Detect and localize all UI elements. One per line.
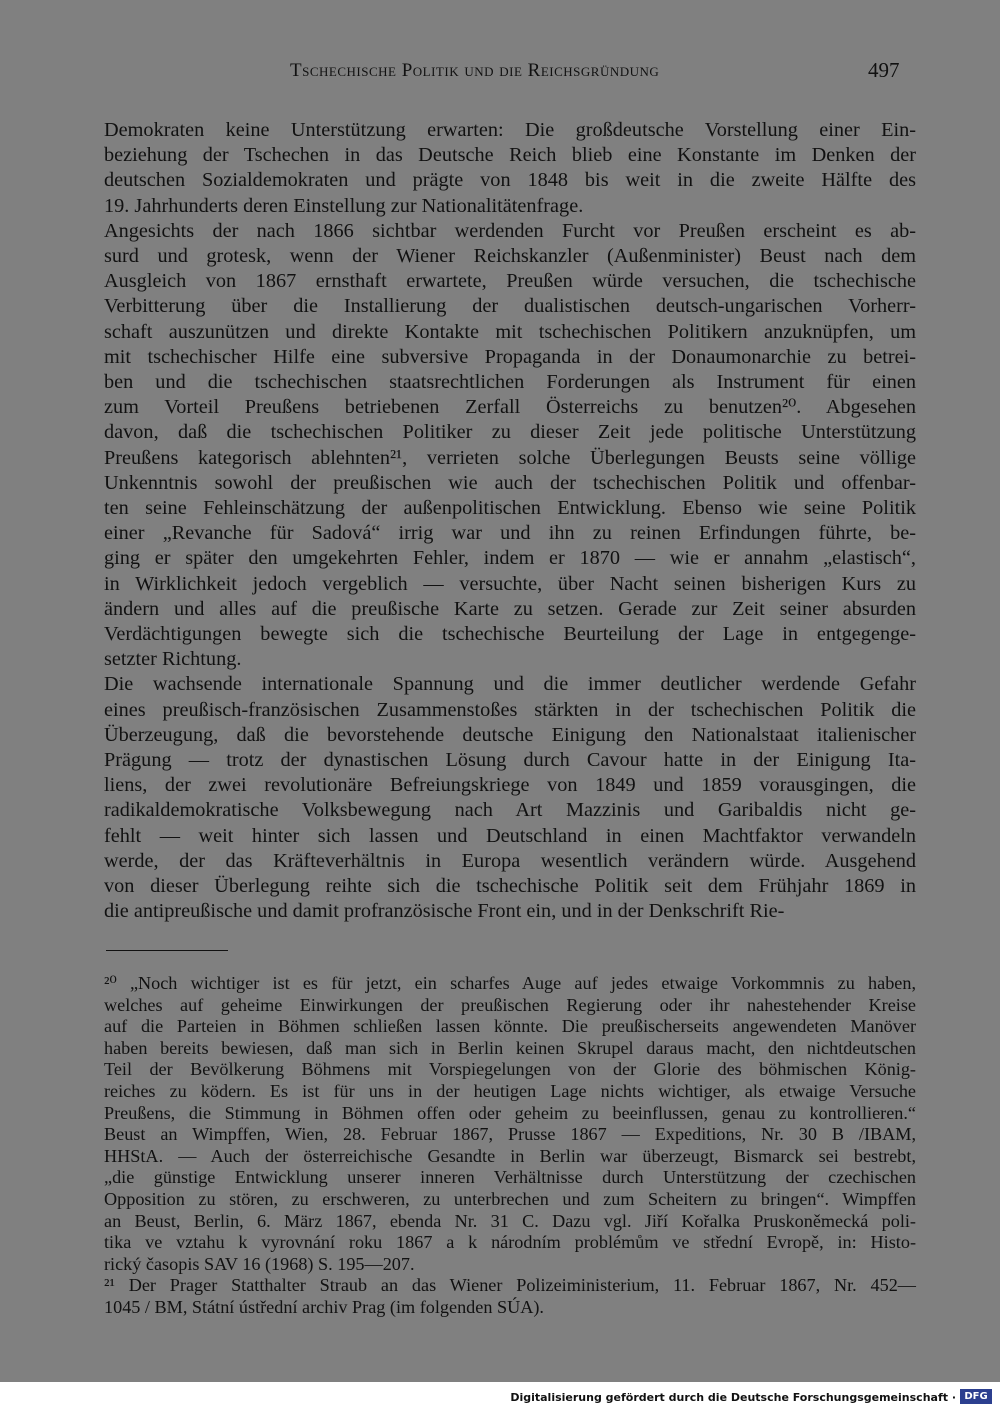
body-line: Angesichts der nach 1866 sichtbar werdenden Furcht vor Preußen erscheint es ab- — [104, 219, 916, 242]
body-line: Überzeugung, daß die bevorstehende deutsche Einigung den Nationalstaat italienischer — [104, 723, 916, 746]
body-line: Verdächtigungen bewegte sich die tschechische Beurteilung der Lage in entgegenge- — [104, 623, 916, 646]
footnote-line: Teil der Bevölkerung Böhmens mit Vorspiegelungen von der Glorie des böhmischen König- — [104, 1059, 916, 1080]
body-line: deutschen Sozialdemokraten und prägte von 1848 bis weit in die zweite Hälfte des — [104, 169, 916, 192]
footnote-line: tika ve vztahu k vyrovnání roku 1867 a k národním problémům ve střední Evropě, in: Histo- — [104, 1232, 916, 1253]
footnote-line: Preußens, die Stimmung in Böhmen offen oder geheim zu beeinflussen, genau zu kontrollieren.“ — [104, 1102, 916, 1123]
dfg-logo-icon: DFG — [960, 1389, 992, 1404]
footnote-line: ²¹ Der Prager Statthalter Straub an das Wiener Polizeiministerium, 11. Februar 1867, Nr. 452— — [104, 1275, 916, 1296]
body-line: davon, daß die tschechischen Politiker zu dieser Zeit jede politische Unterstützung — [104, 421, 916, 444]
body-line: Demokraten keine Unterstützung erwarten: Die großdeutsche Vorstellung einer Ein- — [104, 119, 916, 141]
body-line: 19. Jahrhunderts deren Einstellung zur Nationalitätenfrage. — [104, 194, 584, 217]
body-line: Ausgleich von 1867 ernsthaft erwartete, Preußen würde versuchen, die tschechische — [104, 270, 916, 293]
footnote-line: haben bereits bewiesen, daß man sich in Berlin keinen Skrupel daraus macht, den nichtdeutschen — [104, 1037, 916, 1058]
footnote-line: auf die Parteien in Böhmen schließen lassen könnte. Die preußischerseits angewendeten Manöver — [104, 1016, 916, 1037]
digitization-footer — [0, 1382, 1000, 1412]
body-line: ging er später den umgekehrten Fehler, indem er 1870 — wie er annahm „elastisch“, — [104, 547, 916, 570]
body-line: beziehung der Tschechen in das Deutsche Reich blieb eine Konstante im Denken der — [104, 144, 916, 167]
body-line: schaft auszunützen und direkte Kontakte mit tschechischen Politikern anzuknüpfen, um — [104, 320, 916, 343]
footnote-line: rický časopis SAV 16 (1968) S. 195—207. — [104, 1253, 415, 1274]
body-line: Unkenntnis sowohl der preußischen wie auch der tschechischen Politik und offenbar- — [104, 471, 916, 494]
body-line: mit tschechischer Hilfe eine subversive Propaganda in der Donaumonarchie zu betrei- — [104, 345, 916, 368]
body-line: liens, der zwei revolutionäre Befreiungskriege von 1849 und 1859 vorausgingen, die — [104, 774, 916, 797]
body-line: setzter Richtung. — [104, 648, 242, 671]
footnote-line: HHStA. — Auch der österreichische Gesandte in Berlin war überzeugt, Bismarck sei bestrebt, — [104, 1145, 916, 1166]
body-line: von dieser Überlegung reihte sich die tschechische Politik seit dem Frühjahr 1869 in — [104, 875, 916, 898]
footnote-line: Opposition zu stören, zu erschweren, zu unterbrechen und zum Scheitern zu bringen“. Wimpffen — [104, 1188, 916, 1209]
body-line: radikaldemokratische Volksbewegung nach Art Mazzinis und Garibaldis nicht ge- — [104, 799, 916, 822]
footnote-line: 1045 / BM, Státní ústřední archiv Prag (im folgenden SÚA). — [104, 1296, 544, 1317]
body-line: Prägung — trotz der dynastischen Lösung durch Cavour hatte in der Einigung Ita- — [104, 749, 916, 772]
body-line: ben und die tschechischen staatsrechtlichen Forderungen als Instrument für einen — [104, 371, 916, 394]
footnote-line: reiches zu ködern. Es ist für uns in der heutigen Lage nichts wichtiger, als etwaige Versuche — [104, 1080, 916, 1101]
body-line: ten seine Fehleinschätzung der außenpolitischen Entwicklung. Ebenso wie seine Politik — [104, 497, 916, 520]
body-line: die antipreußische und damit profranzösische Front ein, und in der Denkschrift Rie- — [104, 900, 785, 923]
body-line: eines preußisch-französischen Zusammenstoßes stärkten in der tschechischen Politik die — [104, 698, 916, 721]
body-line: Verbitterung über die Installierung der dualistischen deutsch-ungarischen Vorherr- — [104, 295, 916, 318]
body-line: werde, der das Kräfteverhältnis in Europa wesentlich verändern würde. Ausgehend — [104, 849, 916, 872]
body-line: zum Vorteil Preußens betriebenen Zerfall Österreichs zu benutzen²⁰. Abgesehen — [104, 396, 916, 419]
body-line: fehlt — weit hinter sich lassen und Deutschland in einen Machtfaktor verwandeln — [104, 824, 916, 847]
footnote-line: „die günstige Entwicklung unserer inneren Verhältnisse durch Unterstützung der czechischen — [104, 1167, 916, 1188]
footnote-line: welches auf geheime Einwirkungen der preußischen Regierung oder ihr nahestehender Kreise — [104, 994, 916, 1015]
body-line: Preußens kategorisch ablehnten²¹, verrieten solche Überlegungen Beusts seine völlige — [104, 446, 916, 469]
body-line: ändern und alles auf die preußische Karte zu setzen. Gerade zur Zeit seiner absurden — [104, 597, 916, 620]
footnote-line: Beust an Wimpffen, Wien, 28. Februar 1867, Prusse 1867 — Expeditions, Nr. 30 B /IBAM, — [104, 1124, 916, 1145]
footnote-divider — [106, 950, 228, 951]
body-line: einer „Revanche für Sadová“ irrig war und ihn zu reinen Erfindungen führte, be- — [104, 522, 916, 545]
body-text — [104, 118, 916, 925]
footnotes — [104, 973, 916, 1319]
footnote-line: ²⁰ „Noch wichtiger ist es für jetzt, ein scharfes Auge auf jedes etwaige Vorkommnis zu haben, — [104, 973, 916, 993]
digitization-credit: Digitalisierung gefördert durch die Deutsche Forschungsgemeinschaft · — [510, 1391, 956, 1404]
running-head: Tschechische Politik und die Reichsgründung — [290, 60, 660, 81]
page-number: 497 — [868, 58, 900, 82]
body-line: surd und grotesk, wenn der Wiener Reichskanzler (Außenminister) Beust nach dem — [104, 245, 916, 268]
footnote-line: an Beust, Berlin, 6. März 1867, ebenda Nr. 31 C. Dazu vgl. Jiří Kořalka Pruskoněmecká poli- — [104, 1210, 916, 1231]
body-line: in Wirklichkeit jedoch vergeblich — versuchte, über Nacht seinen bisherigen Kurs zu — [104, 572, 916, 595]
body-line: Die wachsende internationale Spannung und die immer deutlicher werdende Gefahr — [104, 673, 916, 696]
